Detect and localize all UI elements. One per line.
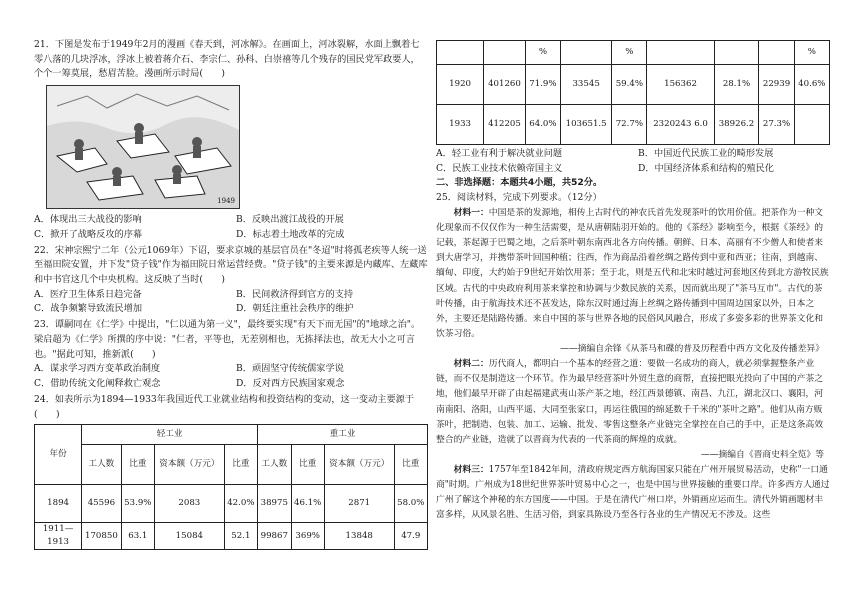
- material-2-label: 材料二：: [453, 359, 489, 370]
- table-cell: 412205: [484, 105, 526, 145]
- q23-option-b[interactable]: B．顽固坚守传统儒家学说: [236, 363, 344, 375]
- q24-option-d[interactable]: D．中国经济体系和结构的殖民化: [638, 162, 774, 174]
- q22-stem: 22．宋神宗熙宁二年（公元1069年）下诏，要求京城的基层官员在"冬迢"时将孤老疾等人统一送至福田院安置，并下发"贷子钱"作为福田院日常运营经费。"贷子钱"的主要来源是内藏库、左藏库和中书官这几个中央机构。这反映了当时( ): [34, 244, 428, 286]
- table-cell: 40.6%: [794, 65, 829, 105]
- table-sub-5: 比重: [291, 445, 324, 485]
- table-cell: 38926.2: [714, 105, 759, 145]
- table-cell: 52.1: [224, 523, 257, 550]
- q25-stem: 25．阅读材料，完成下列要求。（12分）: [436, 192, 602, 204]
- table-cell: 58.0%: [394, 485, 427, 523]
- table-heavy-header: 重工业: [258, 425, 428, 445]
- right-column: [436, 38, 830, 524]
- q22-option-b[interactable]: B．民间救济得到官方的支持: [236, 288, 354, 300]
- material-2-source: ——摘编自《晋商史料全览》等: [700, 449, 824, 460]
- table-cell: 22939: [759, 65, 794, 105]
- q24-table-part1: [34, 424, 428, 550]
- table-row: [35, 523, 428, 550]
- table-cell: %: [612, 41, 647, 65]
- table-cell: 27.3%: [759, 105, 794, 145]
- q24-table-part2: [436, 40, 830, 145]
- table-cell: 1920: [437, 65, 484, 105]
- table-cell: [647, 41, 714, 65]
- cartoon-image: [46, 85, 240, 209]
- material-1-label: 材料一：: [453, 207, 489, 218]
- table-cell: 47.9: [394, 523, 427, 550]
- material-3: [436, 463, 830, 524]
- table-row: [437, 105, 830, 145]
- table-sub-7: 比重: [394, 445, 427, 485]
- table-sub-2: 资本额（万元）: [155, 445, 225, 485]
- table-cell: 1933: [437, 105, 484, 145]
- table-cell: [759, 41, 794, 65]
- table-sub-1: 比重: [121, 445, 154, 485]
- table-cell: 2871: [324, 485, 394, 523]
- q24-option-c[interactable]: C．民族工业技术依赖帝国主义: [436, 162, 563, 174]
- material-1-text: 中国是茶的发源地，相传上古时代的神农氏首先发现茶叶的饮用价值。把茶作为一种文化现象而不仅仅作为一种生活需要，是从唐朝陆羽开始的。他的《茶经》影响至今，根据《茶经》的记载，茶起源于巴蜀之地，之后茶叶朝东南西北各方向传播。朝鲜、日本、高丽有不少僧人和使者来到大唐学习，并携带茶叶回国种植；往西，作为商品沿着丝绸之路传到中亚和西亚；往南，到越南、缅甸、印度，大约始于9世纪开始饮用茶；至于北，则是五代和北宋时越过河套地区传到北方游牧民族区域。古代的中央政府利用茶来掌控和协调与少数民族的关系，因而就出现了"茶马互市"。古代的茶叶传播，由于航海技术还不甚发达，除东汉时通过海上丝绸之路传播到中国周边国家以外，日本之外，主要还是陆路传播。来自中国的茶与世界各地的民俗风风融合，形成了多姿多彩的世界茶文化和饮茶习俗。: [436, 207, 829, 339]
- q23-options: [34, 362, 428, 391]
- left-column: [34, 38, 428, 550]
- table-cell: 59.4%: [612, 65, 647, 105]
- q24-option-b[interactable]: B．中国近代民族工业的畸形发展: [638, 148, 774, 159]
- material-1: [436, 206, 830, 342]
- table-cell: 170850: [82, 523, 121, 550]
- q22-options: [34, 288, 428, 317]
- q22-option-d[interactable]: D．朝廷注重社会秩序的维护: [236, 303, 354, 315]
- table-sub-3: 比重: [224, 445, 257, 485]
- table-sub-4: 工人数: [258, 445, 291, 485]
- table-cell: %: [525, 41, 560, 65]
- table-cell: 13848: [324, 523, 394, 550]
- q24-option-a[interactable]: A．轻工业有利于解决就业问题: [436, 148, 563, 159]
- table-cell: 71.9%: [525, 65, 560, 105]
- table-cell: 45596: [82, 485, 121, 523]
- table-cell: 156362: [647, 65, 714, 105]
- table-cell: 1894: [35, 485, 82, 523]
- q21-options: [34, 213, 428, 242]
- table-cell: [714, 41, 759, 65]
- q23-option-a[interactable]: A．谋求学习西方变革政治制度: [34, 363, 161, 375]
- table-cell: 99867: [258, 523, 291, 550]
- q22-option-a[interactable]: A．医疗卫生体系日趋完备: [34, 288, 142, 300]
- table-cell: 64.0%: [525, 105, 560, 145]
- q22-option-c[interactable]: C．战争频繁导致流民增加: [34, 303, 143, 315]
- table-cell: 401260: [484, 65, 526, 105]
- table-cell: 2083: [155, 485, 225, 523]
- table-cell: [561, 41, 612, 65]
- q24-options: [436, 147, 830, 176]
- material-3-text: 1757年至1842年间，清政府规定西方航海国家只能在广州开展贸易活动，史称"一口通商"时期。广州成为18世纪世界茶叶贸易中心之一，也是中国与世界接触的重要口岸。许多西方人通过广州了解这个神秘的东方国度——中国。于是在清代广州口岸，外销画应运而生。清代外销画题材丰富多样，从风景名胜、生活习俗，到家具陈设乃至各行各业的生产情况无不涉及。这些: [436, 465, 830, 521]
- table-cell: 2320243 6.0: [647, 105, 714, 145]
- cartoon-year: 1949: [217, 196, 235, 205]
- table-cell: 53.9%: [121, 485, 154, 523]
- table-cell: 33545: [561, 65, 612, 105]
- q21-option-a[interactable]: A．体现出三大战役的影响: [34, 214, 142, 226]
- cartoon-drawing: [47, 86, 239, 208]
- table-cell: 38975: [258, 485, 291, 523]
- q21-option-b[interactable]: B．反映出渡江战役的开展: [236, 214, 344, 226]
- table-light-header: 轻工业: [82, 425, 258, 445]
- table-cell: [794, 105, 829, 145]
- table-sub-0: 工人数: [82, 445, 121, 485]
- material-2: [436, 357, 830, 448]
- table-row: [437, 65, 830, 105]
- table-cell: 63.1: [121, 523, 154, 550]
- q21-option-d[interactable]: D．标志着土地改革的完成: [236, 228, 345, 240]
- table-row: [437, 41, 830, 65]
- material-2-text: 历代商人，都明白一个基本的经营之道：要做一名成功的商人，就必须掌握整条产业链，而不仅是制造这一个环节。作为最早经营茶叶外贸生意的商帮，直接把眼光投向了中国的产茶之地，他们最早开辟了由起福建武夷山茶产茶之地，经江西景德镇、南昌、九江，湖北汉口、襄阳，河南南阳、洛阳，山西平遥、大同至张家口，再运往俄国的绵延数千千米的"茶叶之路"。他们从南方贩茶叶，把制造、包装、加工、运输、批发、零售这整条产业链完全掌控在自己的手中，正是这条高效整合的产业链，造就了以晋商为代表的一代茶商的辉煌的成就。: [436, 359, 824, 445]
- section-heading: 二、非选择题：本题共4小题，共52分。: [436, 177, 603, 189]
- q23-stem: 23．谭嗣同在《仁学》中提出，"仁以通为第一义"，最终要实现"有天下而无国"的"地球之治"。梁启超为《仁学》所撰的序中说："仁者，平等也，无差别相也，无拣择法也，故无大小之可言也。"据此可知，推新派( ): [34, 319, 421, 360]
- table-cell: 42.0%: [224, 485, 257, 523]
- table-cell: %: [794, 41, 829, 65]
- table-cell: 28.1%: [714, 65, 759, 105]
- table-cell: 46.1%: [291, 485, 324, 523]
- table-year-header: 年份: [35, 425, 82, 485]
- q24-stem: 24．如表所示为1894—1933年我国近代工业就业结构和投资结构的变动，这一变动主要源于( ): [34, 393, 415, 420]
- table-sub-6: 资本额（万元）: [324, 445, 394, 485]
- table-cell: 103651.5: [561, 105, 612, 145]
- table-cell: 72.7%: [612, 105, 647, 145]
- table-row: [35, 485, 428, 523]
- table-cell: 1911—1913: [35, 523, 82, 550]
- material-3-label: 材料三：: [453, 465, 489, 475]
- q21-option-c[interactable]: C．掀开了战略反攻的序幕: [34, 228, 143, 240]
- q23-option-d[interactable]: D．反对西方民族国家观念: [236, 378, 345, 390]
- table-cell: 369%: [291, 523, 324, 550]
- table-cell: 15084: [155, 523, 225, 550]
- table-cell: [437, 41, 484, 65]
- q21-stem: 21．下图是发布于1949年2月的漫画《春天到，河冰解》。在画面上，河冰裂解，水面上飘着七零八落的几块浮冰，浮冰上被着蒋介石、李宗仁、孙科、白崇禧等几个残存的国民党军政要人，个个一筹莫展，愁眉苦脸。漫画所示时局( ): [34, 39, 420, 80]
- material-1-source: ——摘编自余锋《从茶马和碟的普及历程看中西方文化及传播差异》: [560, 344, 824, 354]
- table-cell: [484, 41, 526, 65]
- q23-option-c[interactable]: C．借助传统文化阐释救亡观念: [34, 378, 161, 390]
